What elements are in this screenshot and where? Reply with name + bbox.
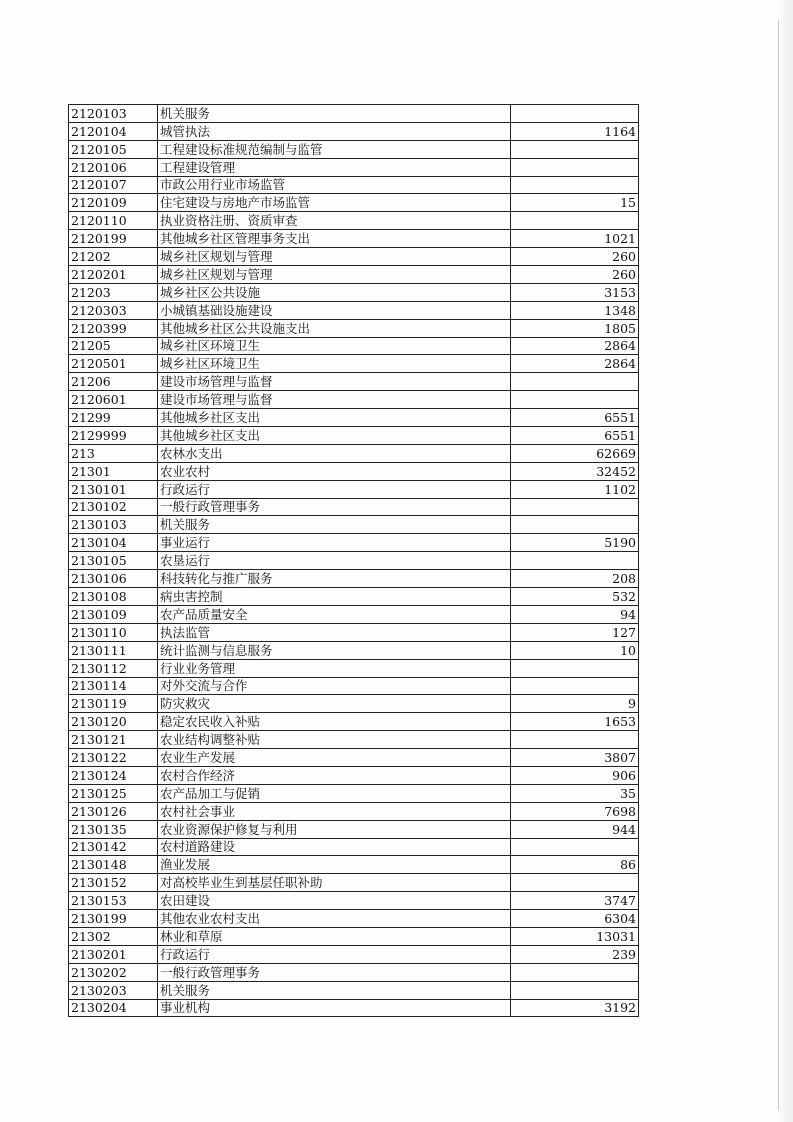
table-row [69,677,639,695]
table-row [69,749,639,767]
subject-name-cell [158,355,511,373]
subject-name-cell [158,391,511,409]
table-row [69,999,639,1017]
subject-name-cell [158,552,511,570]
subject-name-text: 城乡社区规划与管理 [160,249,273,265]
table-row [69,731,639,749]
table-row [69,874,639,892]
subject-name-cell [158,999,511,1017]
subject-name-cell [158,892,511,910]
subject-code-cell: 213 [69,444,158,462]
subject-name-cell [158,462,511,480]
subject-code-cell: 2130106 [69,570,158,588]
subject-name-text: 住宅建设与房地产市场监管 [160,195,311,211]
subject-code-cell: 2120107 [69,176,158,194]
subject-name-cell [158,105,511,123]
amount-cell: 3153 [511,283,639,301]
subject-name-text: 农村合作经济 [160,767,236,783]
amount-cell: 239 [511,945,639,963]
table-row [69,355,639,373]
amount-cell [511,176,639,194]
subject-code-cell: 2129999 [69,427,158,445]
subject-code-cell: 2130101 [69,480,158,498]
amount-cell: 906 [511,766,639,784]
table-row [69,158,639,176]
table-row [69,641,639,659]
table-row [69,212,639,230]
table-row [69,409,639,427]
amount-cell: 2864 [511,355,639,373]
table-row [69,444,639,462]
table-row [69,820,639,838]
table-row [69,462,639,480]
subject-code-cell: 2120199 [69,230,158,248]
subject-name-text: 机关服务 [160,517,211,533]
subject-code-cell: 2120201 [69,266,158,284]
table-row [69,963,639,981]
amount-cell: 3747 [511,892,639,910]
amount-cell: 208 [511,570,639,588]
subject-code-cell: 21206 [69,373,158,391]
table-row [69,623,639,641]
subject-name-text: 防灾救灾 [160,696,211,712]
subject-name-cell [158,480,511,498]
subject-name-text: 农业农村 [160,463,211,479]
table-row [69,122,639,140]
subject-name-text: 工程建设标准规范编制与监管 [160,141,323,157]
subject-name-text: 农村道路建设 [160,839,236,855]
amount-cell: 15 [511,194,639,212]
amount-cell [511,963,639,981]
subject-code-cell: 2120106 [69,158,158,176]
table-row [69,766,639,784]
subject-code-cell: 21299 [69,409,158,427]
subject-name-cell [158,677,511,695]
amount-cell [511,552,639,570]
amount-cell: 1164 [511,122,639,140]
subject-name-cell [158,212,511,230]
subject-name-text: 城乡社区公共设施 [160,284,261,300]
subject-name-text: 城管执法 [160,123,211,139]
subject-name-cell [158,409,511,427]
amount-cell [511,981,639,999]
subject-code-cell: 2130108 [69,588,158,606]
amount-cell [511,212,639,230]
subject-name-cell [158,623,511,641]
subject-code-cell: 2130204 [69,999,158,1017]
subject-code-cell: 2130152 [69,874,158,892]
subject-name-text: 农业结构调整补贴 [160,732,261,748]
subject-code-cell: 2130125 [69,784,158,802]
subject-code-cell: 2120103 [69,105,158,123]
amount-cell: 1021 [511,230,639,248]
subject-name-text: 林业和草原 [160,928,223,944]
subject-name-text: 建设市场管理与监督 [160,374,273,390]
subject-code-cell: 2130110 [69,623,158,641]
table-row [69,498,639,516]
amount-cell: 1805 [511,319,639,337]
subject-name-cell [158,981,511,999]
subject-name-text: 农产品质量安全 [160,606,248,622]
subject-name-cell [158,534,511,552]
subject-name-text: 农垦运行 [160,553,211,569]
table-row [69,248,639,266]
subject-name-cell [158,910,511,928]
subject-name-text: 机关服务 [160,105,211,121]
subject-name-cell [158,158,511,176]
subject-name-text: 农业资源保护修复与利用 [160,821,298,837]
subject-name-cell [158,927,511,945]
subject-code-cell: 2120109 [69,194,158,212]
subject-code-cell: 2130102 [69,498,158,516]
subject-code-cell: 2130153 [69,892,158,910]
amount-cell [511,105,639,123]
amount-cell: 1653 [511,713,639,731]
subject-name-cell [158,802,511,820]
subject-name-text: 建设市场管理与监督 [160,392,273,408]
page-edge-shadow [777,0,793,1122]
subject-name-cell [158,176,511,194]
subject-code-cell: 21203 [69,283,158,301]
table-row [69,301,639,319]
amount-cell: 86 [511,856,639,874]
amount-cell: 2864 [511,337,639,355]
subject-name-cell [158,838,511,856]
subject-name-text: 渔业发展 [160,857,211,873]
subject-name-cell [158,427,511,445]
subject-name-text: 农业生产发展 [160,749,236,765]
table-row [69,588,639,606]
subject-name-cell [158,301,511,319]
subject-name-text: 小城镇基础设施建设 [160,302,273,318]
table-row [69,480,639,498]
amount-cell: 62669 [511,444,639,462]
subject-code-cell: 2120399 [69,319,158,337]
subject-name-text: 病虫害控制 [160,588,223,604]
table-body [69,105,639,1017]
subject-name-text: 其他城乡社区管理事务支出 [160,231,311,247]
subject-name-cell [158,766,511,784]
table-row [69,552,639,570]
amount-cell: 532 [511,588,639,606]
subject-code-cell: 2130124 [69,766,158,784]
table-row [69,391,639,409]
amount-cell: 35 [511,784,639,802]
subject-code-cell: 2130119 [69,695,158,713]
subject-name-text: 机关服务 [160,982,211,998]
table-row [69,784,639,802]
subject-name-text: 城乡社区环境卫生 [160,356,261,372]
subject-name-text: 事业运行 [160,535,211,551]
table-row [69,337,639,355]
amount-cell: 13031 [511,927,639,945]
table-row [69,910,639,928]
subject-name-cell [158,945,511,963]
amount-cell [511,498,639,516]
subject-name-text: 一般行政管理事务 [160,964,261,980]
amount-cell [511,838,639,856]
subject-code-cell: 21205 [69,337,158,355]
subject-name-cell [158,373,511,391]
subject-name-text: 执法监管 [160,624,211,640]
table-row [69,838,639,856]
subject-name-cell [158,140,511,158]
subject-code-cell: 2130105 [69,552,158,570]
subject-name-cell [158,641,511,659]
table-row [69,892,639,910]
subject-name-cell [158,713,511,731]
subject-name-cell [158,570,511,588]
table-row [69,105,639,123]
subject-name-text: 其他农业农村支出 [160,910,261,926]
amount-cell: 260 [511,266,639,284]
table-row [69,695,639,713]
subject-code-cell: 2120105 [69,140,158,158]
table-row [69,605,639,623]
subject-code-cell: 2130202 [69,963,158,981]
subject-name-text: 对外交流与合作 [160,678,248,694]
subject-name-cell [158,695,511,713]
subject-code-cell: 2120110 [69,212,158,230]
subject-code-cell: 2130142 [69,838,158,856]
subject-name-cell [158,784,511,802]
subject-name-cell [158,731,511,749]
amount-cell: 127 [511,623,639,641]
subject-name-cell [158,248,511,266]
subject-name-cell [158,516,511,534]
subject-code-cell: 2130135 [69,820,158,838]
subject-name-text: 稳定农民收入补贴 [160,714,261,730]
table-row [69,516,639,534]
amount-cell: 7698 [511,802,639,820]
subject-name-text: 城乡社区规划与管理 [160,266,273,282]
amount-cell: 1102 [511,480,639,498]
subject-name-cell [158,498,511,516]
subject-name-cell [158,337,511,355]
subject-code-cell: 2130114 [69,677,158,695]
subject-name-cell [158,588,511,606]
subject-name-text: 对高校毕业生到基层任职补助 [160,875,323,891]
subject-code-cell: 2130126 [69,802,158,820]
subject-code-cell: 2120601 [69,391,158,409]
subject-name-cell [158,820,511,838]
table-row [69,176,639,194]
amount-cell [511,373,639,391]
table-row [69,713,639,731]
subject-name-cell [158,283,511,301]
page-edge-line [778,20,779,1110]
amount-cell: 94 [511,605,639,623]
amount-cell: 3807 [511,749,639,767]
subject-name-text: 一般行政管理事务 [160,499,261,515]
subject-code-cell: 21301 [69,462,158,480]
amount-cell [511,516,639,534]
subject-code-cell: 2130111 [69,641,158,659]
subject-name-text: 事业机构 [160,1000,211,1016]
subject-code-cell: 2130121 [69,731,158,749]
subject-name-cell [158,230,511,248]
table-row [69,230,639,248]
subject-code-cell: 21202 [69,248,158,266]
subject-name-text: 农产品加工与促销 [160,785,261,801]
amount-cell [511,158,639,176]
subject-name-text: 工程建设管理 [160,159,236,175]
subject-name-text: 行政运行 [160,481,211,497]
subject-name-cell [158,605,511,623]
subject-name-cell [158,856,511,874]
amount-cell [511,140,639,158]
table-row [69,570,639,588]
amount-cell: 944 [511,820,639,838]
table-row [69,319,639,337]
subject-code-cell: 2130109 [69,605,158,623]
subject-code-cell: 2130120 [69,713,158,731]
subject-name-text: 农田建设 [160,893,211,909]
subject-name-text: 执业资格注册、资质审查 [160,213,298,229]
amount-cell: 1348 [511,301,639,319]
subject-code-cell: 2130122 [69,749,158,767]
amount-cell: 10 [511,641,639,659]
subject-code-cell: 21302 [69,927,158,945]
subject-name-cell [158,194,511,212]
subject-name-cell [158,749,511,767]
subject-code-cell: 2130148 [69,856,158,874]
amount-cell: 9 [511,695,639,713]
table-row [69,373,639,391]
subject-code-cell: 2120104 [69,122,158,140]
amount-cell [511,391,639,409]
subject-name-cell [158,319,511,337]
amount-cell [511,677,639,695]
amount-cell [511,874,639,892]
amount-cell: 6304 [511,910,639,928]
subject-name-text: 其他城乡社区支出 [160,427,261,443]
subject-name-text: 其他城乡社区公共设施支出 [160,320,311,336]
table-row [69,534,639,552]
subject-code-cell: 2130203 [69,981,158,999]
amount-cell: 3192 [511,999,639,1017]
table-row [69,659,639,677]
table-row [69,427,639,445]
table-row [69,927,639,945]
amount-cell [511,659,639,677]
subject-name-text: 市政公用行业市场监管 [160,177,286,193]
table-row [69,266,639,284]
amount-cell: 32452 [511,462,639,480]
budget-expenditure-table [68,104,639,1017]
subject-name-cell [158,659,511,677]
table-row [69,802,639,820]
table-row [69,140,639,158]
subject-name-cell [158,444,511,462]
subject-name-cell [158,963,511,981]
subject-code-cell: 2130201 [69,945,158,963]
table-row [69,194,639,212]
subject-name-text: 科技转化与推广服务 [160,571,273,587]
subject-name-cell [158,266,511,284]
subject-code-cell: 2130103 [69,516,158,534]
subject-name-text: 行业业务管理 [160,660,236,676]
amount-cell: 6551 [511,427,639,445]
subject-name-cell [158,122,511,140]
table-row [69,283,639,301]
subject-code-cell: 2130104 [69,534,158,552]
amount-cell: 5190 [511,534,639,552]
amount-cell [511,731,639,749]
amount-cell: 260 [511,248,639,266]
subject-code-cell: 2130199 [69,910,158,928]
subject-name-text: 统计监测与信息服务 [160,642,273,658]
subject-name-text: 农林水支出 [160,445,223,461]
table-row [69,945,639,963]
subject-code-cell: 2120501 [69,355,158,373]
subject-name-text: 行政运行 [160,946,211,962]
amount-cell: 6551 [511,409,639,427]
subject-name-text: 农村社会事业 [160,803,236,819]
subject-code-cell: 2120303 [69,301,158,319]
subject-code-cell: 2130112 [69,659,158,677]
subject-name-text: 其他城乡社区支出 [160,410,261,426]
table-row [69,981,639,999]
subject-name-cell [158,874,511,892]
table-row [69,856,639,874]
subject-name-text: 城乡社区环境卫生 [160,338,261,354]
